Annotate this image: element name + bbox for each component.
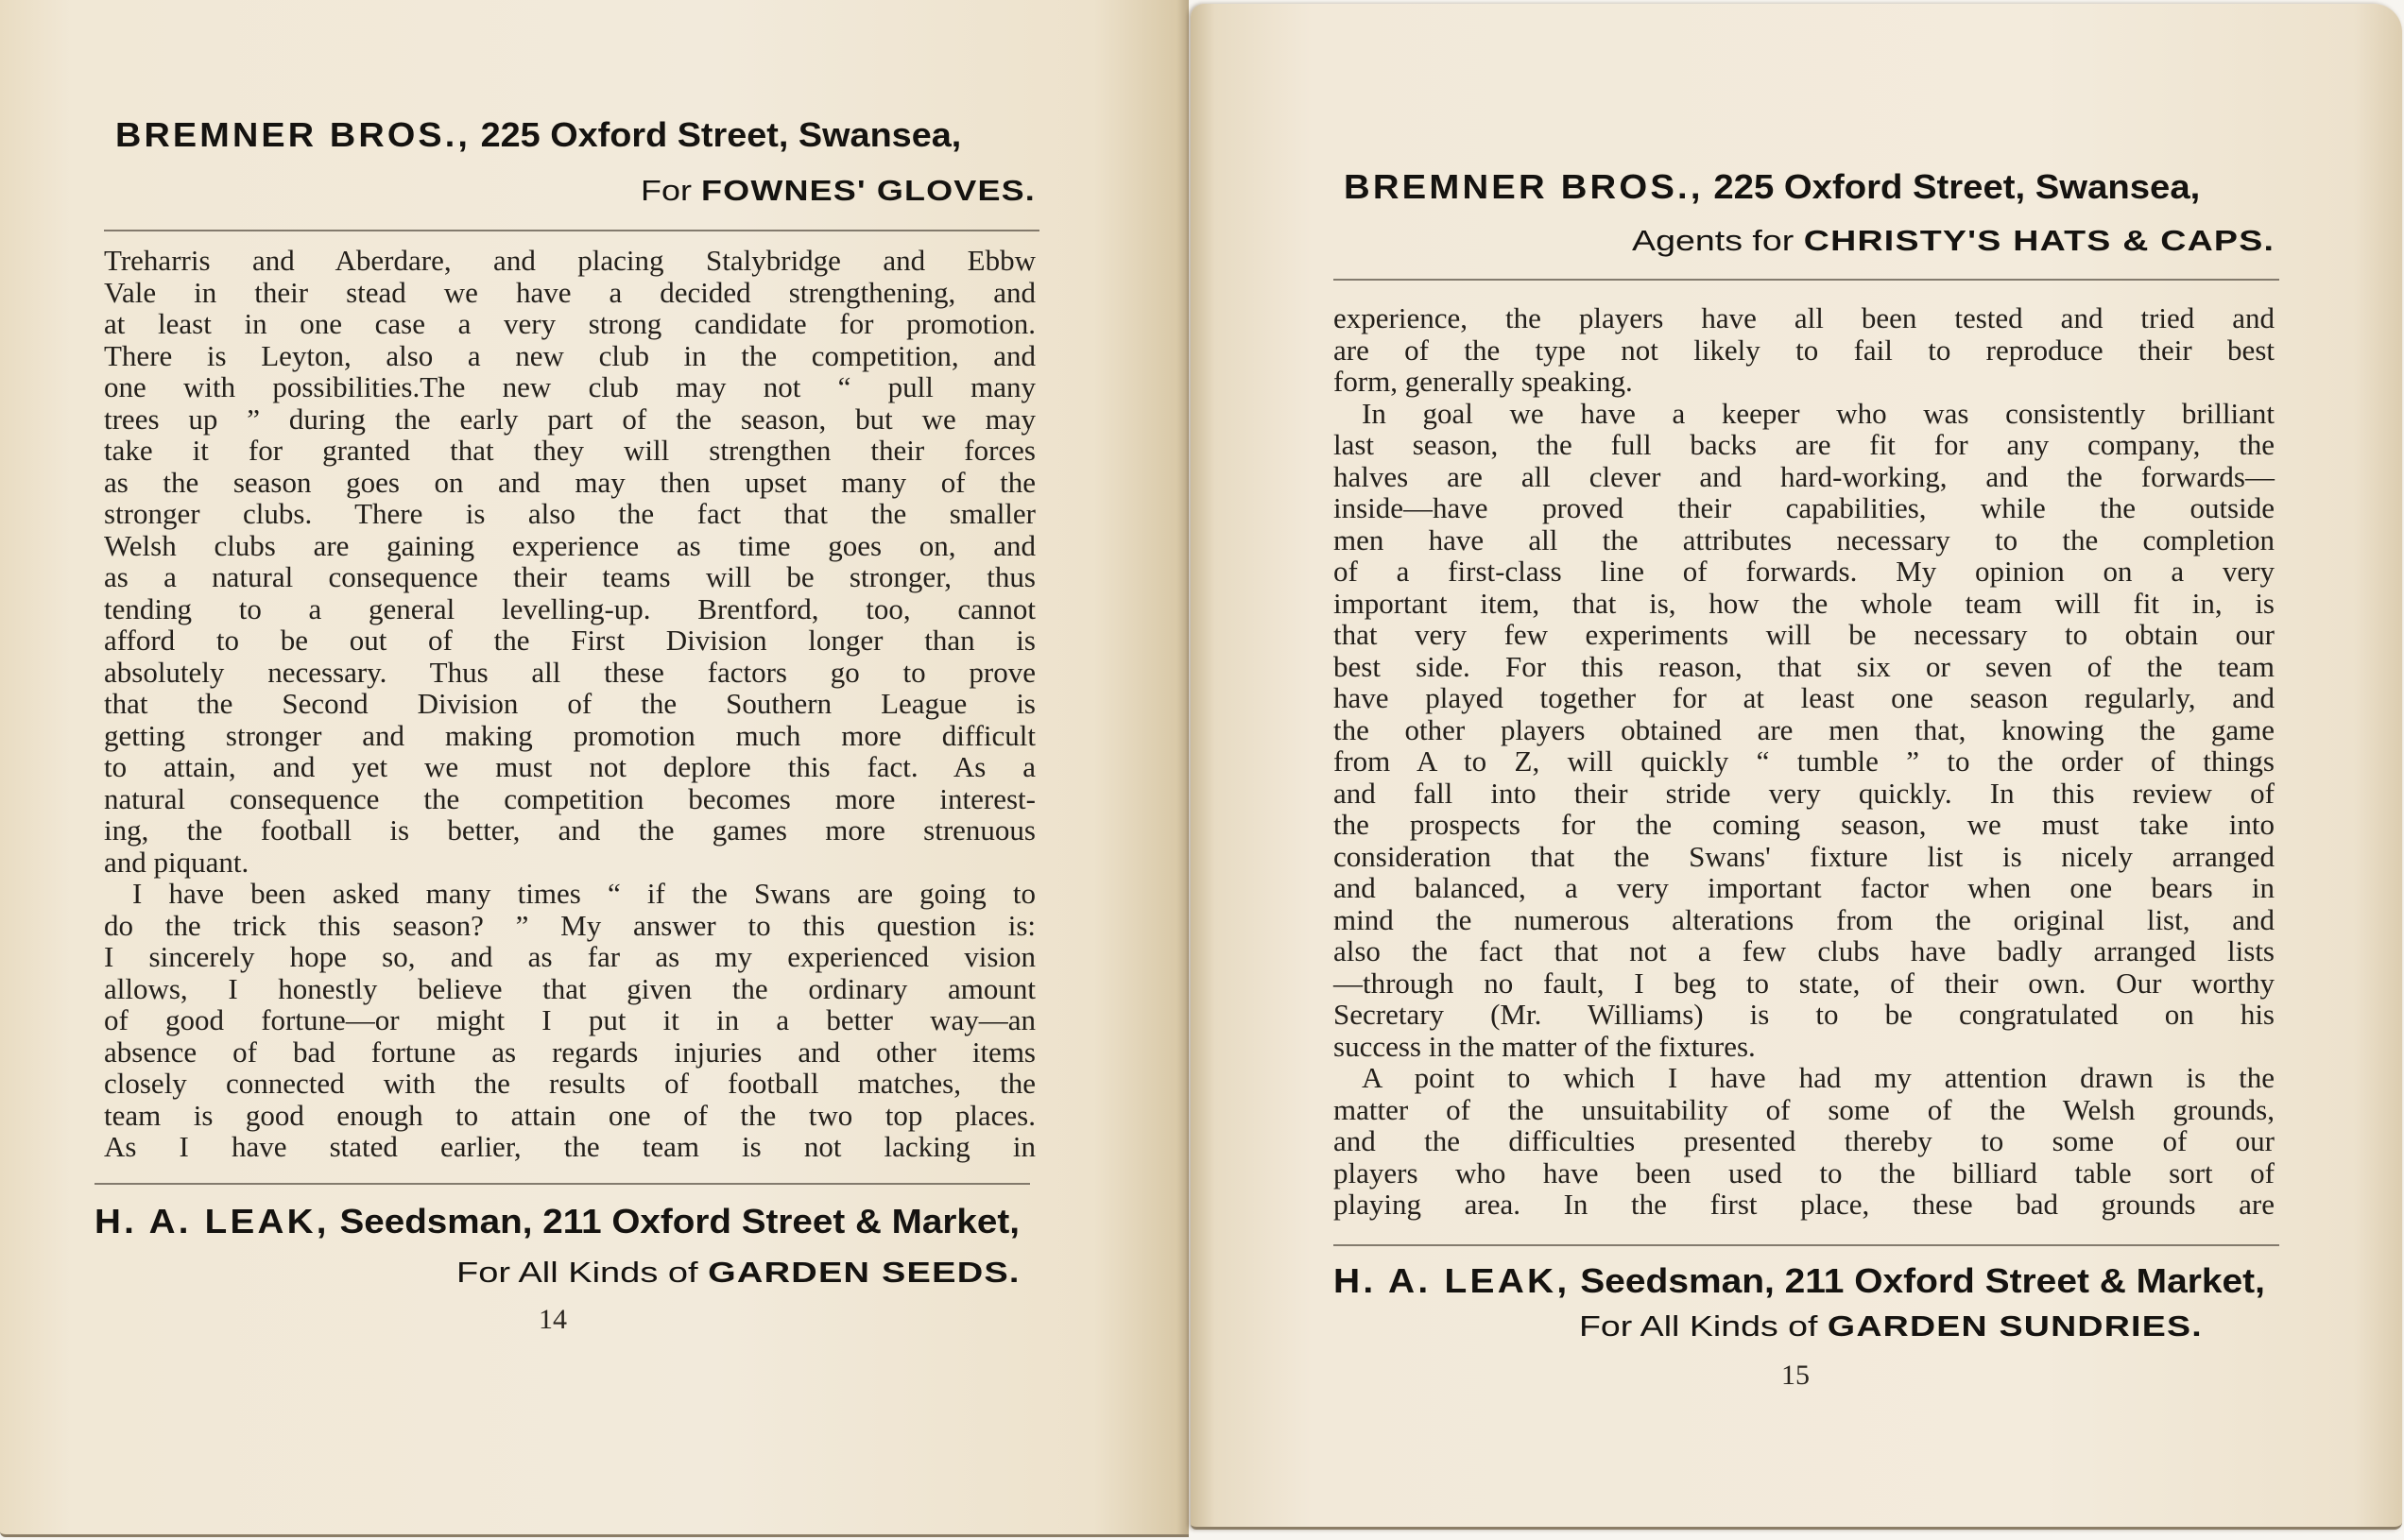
header-divider	[1333, 279, 2279, 281]
body-line: of a first-class line of forwards. My opinion on a very	[1333, 555, 2275, 588]
body-line: to attain, and yet we must not deplore this fact. As a	[104, 750, 1036, 783]
body-line: men have all the attributes necessary to the completion	[1333, 522, 2275, 556]
body-line: of good fortune—or might I put it in a better way—an	[104, 1003, 1036, 1036]
footer-tagline	[456, 1258, 1021, 1287]
body-line: the other players obtained are men that, knowing the game	[1333, 712, 2275, 746]
footer-tagline	[1579, 1311, 2203, 1341]
advert-firm: H. A. LEAK,	[1333, 1261, 1571, 1300]
body-line: ing, the football is better, and the games more strenuous	[104, 813, 1036, 847]
tagline-prefix: For All Kinds of	[456, 1256, 698, 1289]
body-line: Secretary (Mr. Williams) is to be congratulated on his	[1333, 998, 2275, 1031]
body-line: and piquant.	[104, 845, 249, 879]
body-line: —through no fault, I beg to state, of their own. Our worthy	[1333, 966, 2275, 1000]
right-page	[1191, 4, 2402, 1530]
body-line: halves are all clever and hard-working, and the forwards—	[1333, 459, 2275, 493]
body-line: team is good enough to attain one of the two top places.	[104, 1098, 1036, 1132]
advert-address: Seedsman, 211 Oxford Street & Market,	[339, 1202, 1020, 1241]
page-number: 14	[539, 1304, 567, 1335]
header-tagline	[641, 176, 1036, 205]
body-line: I have been asked many times “ if the Swans are going to	[132, 877, 1036, 910]
body-line: stronger clubs. There is also the fact that the smaller	[104, 497, 1036, 530]
body-text	[104, 245, 1036, 1163]
body-line: last season, the full backs are fit for any company, the	[1333, 428, 2275, 461]
body-line: and fall into their stride very quickly. In this review of	[1333, 776, 2275, 810]
body-line: I sincerely hope so, and as far as my experienced vision	[104, 940, 1036, 973]
body-line: at least in one case a very strong candidate for promotion.	[104, 307, 1036, 340]
advert-address: 225 Oxford Street, Swansea,	[480, 115, 962, 154]
body-line: natural consequence the competition becomes more interest-	[104, 781, 1036, 815]
body-line: mind the numerous alterations from the original list, and	[1333, 902, 2275, 936]
body-line: have played together for at least one season regularly, and	[1333, 681, 2275, 714]
body-line: do the trick this season? ” My answer to this question is:	[104, 908, 1036, 942]
body-line: important item, that is, how the whole team will fit in, is	[1333, 586, 2275, 620]
body-line: success in the matter of the fixtures.	[1333, 1029, 1756, 1063]
body-line: players who have been used to the billiard table sort of	[1333, 1155, 2275, 1189]
header-divider	[104, 230, 1039, 231]
body-line: Treharris and Aberdare, and placing Stalybridge and Ebbw	[104, 244, 1036, 277]
body-line: the prospects for the coming season, we must take into	[1333, 808, 2275, 841]
tagline-caps: FOWNES' GLOVES.	[701, 174, 1036, 207]
tagline-prefix: For All Kinds of	[1579, 1309, 1818, 1343]
advert-firm: BREMNER BROS.,	[1344, 167, 1704, 206]
body-line: A point to which I have had my attention drawn is the	[1362, 1061, 2275, 1094]
body-line: also the fact that not a few clubs have badly arranged lists	[1333, 934, 2275, 967]
body-line: matter of the unsuitability of some of the Welsh grounds,	[1333, 1092, 2275, 1126]
body-line: getting stronger and making promotion much more difficult	[104, 718, 1036, 752]
footer-advert	[94, 1202, 1020, 1241]
body-line: closely connected with the results of football matches, the	[104, 1067, 1036, 1100]
page-number: 15	[1781, 1360, 1810, 1391]
body-text	[1333, 302, 2275, 1221]
advert-firm: BREMNER BROS.,	[115, 115, 472, 154]
body-line: absolutely necessary. Thus all these factors go to prove	[104, 655, 1036, 689]
footer-divider	[1333, 1244, 2279, 1246]
body-line: from A to Z, will quickly “ tumble ” to the order of things	[1333, 744, 2275, 778]
body-line: In goal we have a keeper who was consistently brilliant	[1362, 396, 2275, 430]
body-line: experience, the players have all been tested and tried and	[1333, 301, 2275, 334]
tagline-prefix: For	[641, 174, 692, 207]
body-line: Welsh clubs are gaining experience as time goes on, and	[104, 528, 1036, 562]
header-advert	[1344, 167, 2201, 206]
tagline-caps: CHRISTY'S HATS & CAPS.	[1803, 224, 2275, 257]
body-line: one with possibilities.The new club may not “ pull many	[104, 370, 1036, 403]
header-advert	[115, 115, 962, 154]
body-line: consideration that the Swans' fixture list is nicely arranged	[1333, 839, 2275, 873]
advert-address: Seedsman, 211 Oxford Street & Market,	[1580, 1261, 2265, 1300]
body-line: form, generally speaking.	[1333, 365, 1633, 398]
advert-firm: H. A. LEAK,	[94, 1202, 330, 1241]
body-line: are of the type not likely to fail to reproduce their best	[1333, 333, 2275, 367]
body-line: tending to a general levelling-up. Brentford, too, cannot	[104, 591, 1036, 625]
body-line: take it for granted that they will strengthen their forces	[104, 434, 1036, 467]
body-line: trees up ” during the early part of the season, but we may	[104, 402, 1036, 436]
tagline-caps: GARDEN SEEDS.	[708, 1256, 1021, 1289]
body-line: that the Second Division of the Southern League is	[104, 687, 1036, 720]
tagline-prefix: Agents for	[1632, 224, 1794, 257]
body-line: There is Leyton, also a new club in the competition, and	[104, 338, 1036, 372]
body-line: Vale in their stead we have a decided strengthening, and	[104, 275, 1036, 309]
body-line: and balanced, a very important factor when one bears in	[1333, 871, 2275, 904]
body-line: best side. For this reason, that six or seven of the team	[1333, 649, 2275, 683]
body-line: absence of bad fortune as regards injuries and other items	[104, 1035, 1036, 1069]
footer-advert	[1333, 1261, 2265, 1300]
body-line: playing area. In the first place, these bad grounds are	[1333, 1188, 2275, 1221]
header-tagline	[1632, 226, 2275, 255]
body-line: afford to be out of the First Division longer than is	[104, 624, 1036, 657]
tagline-caps: GARDEN SUNDRIES.	[1827, 1309, 2203, 1343]
body-line: As I have stated earlier, the team is not lacking in	[104, 1130, 1036, 1163]
body-line: inside—have proved their capabilities, while the outside	[1333, 491, 2275, 524]
body-line: allows, I honestly believe that given the ordinary amount	[104, 971, 1036, 1005]
advert-address: 225 Oxford Street, Swansea,	[1713, 167, 2201, 206]
body-line: and the difficulties presented thereby to some of our	[1333, 1124, 2275, 1157]
body-line: as the season goes on and may then upset many of the	[104, 465, 1036, 499]
left-page	[0, 0, 1189, 1537]
footer-divider	[94, 1183, 1030, 1185]
body-line: as a natural consequence their teams will be stronger, thus	[104, 560, 1036, 593]
body-line: that very few experiments will be necessary to obtain our	[1333, 618, 2275, 651]
